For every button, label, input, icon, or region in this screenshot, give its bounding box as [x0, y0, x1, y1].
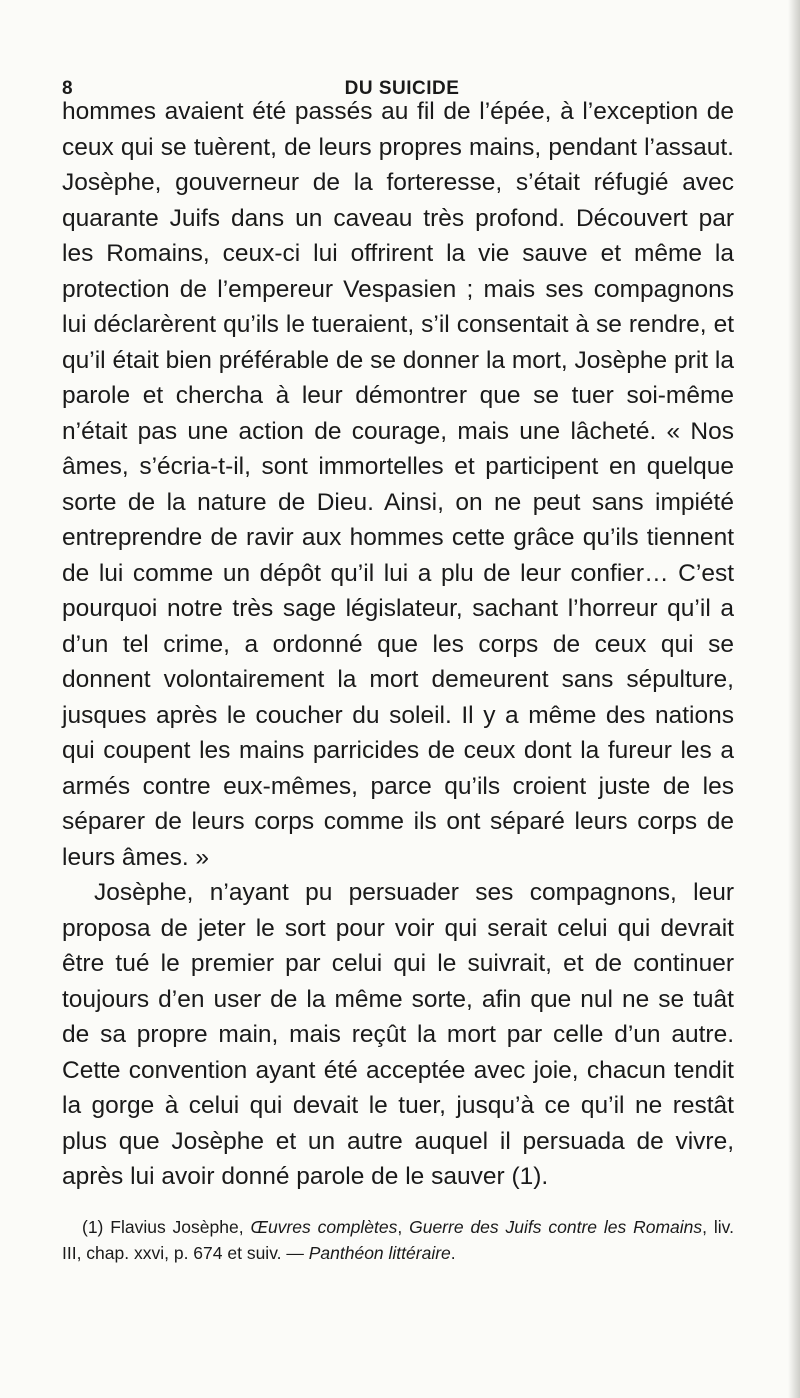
footnote-author: Flavius Josèphe,	[110, 1217, 251, 1237]
page-number: 8	[62, 78, 74, 99]
footnote-reference: , liv. III, chap. xxvi, p. 674 et suiv. —	[62, 1217, 734, 1263]
footnote	[62, 1214, 734, 1266]
paragraph-1: hommes avaient été passés au fil de l’épée, à l’exception de ceux qui se tuèrent, de leurs propres mains, pendant l’assaut. Josèphe, gouverneur de la forteresse, s’était réfugié avec quarante Juifs dans un caveau très profond. Découvert par les Romains, ceux-ci lui offrirent la vie sauve et même la protection de l’empereur Vespasien ; mais ses compagnons lui déclarèrent qu’ils le tueraient, s’il consentait à se rendre, et qu’il était bien préférable de se donner la mort, Josèphe prit la parole et chercha à leur démontrer que se tuer soi-même n’était pas une action de courage, mais une lâcheté. « Nos âmes, s’écria-t-il, sont immortelles et participent en quelque sorte de la nature de Dieu. Ainsi, on ne peut sans impiété entreprendre de ravir aux hommes cette grâce qu’ils tiennent de lui comme un dépôt qu’il lui a plu de leur confier… C’est pourquoi notre très sage législateur, sachant l’horreur qu’il a d’un tel crime, a ordonné que les corps de ceux qui se donnent volontairement la mort demeurent sans sépulture, jusques après le coucher du soleil. Il y a même des nations qui coupent les mains parricides de ceux dont la fureur les a armés contre eux-mêmes, parce qu’ils croient juste de les séparer de leurs corps comme ils ont séparé leurs corps de leurs âmes. »	[62, 98, 734, 871]
footnote-edition: Panthéon littéraire	[308, 1243, 451, 1263]
footnote-section: Guerre des Juifs contre les Romains	[409, 1217, 703, 1237]
paragraph-2: Josèphe, n’ayant pu persuader ses compagnons, leur proposa de jeter le sort pour voir qui serait celui qui devrait être tué le premier par celui qui le suivrait, et de continuer toujours d’en user de la même sorte, afin que nul ne se tuât de sa propre main, mais reçût la mort par celle d’un autre. Cette convention ayant été acceptée avec joie, chacun tendit la gorge à celui qui devait le tuer, jusqu’à ce qu’il ne restât plus que Josèphe et un autre auquel il persuada de vivre, après lui avoir donné parole de le sauver (1).	[62, 879, 734, 1190]
footnote-work: Œuvres complètes	[250, 1217, 398, 1237]
footnote-marker: (1)	[82, 1217, 111, 1237]
footnote-end: .	[450, 1243, 456, 1263]
page-edge-shadow	[788, 0, 800, 1398]
footnote-separator: ,	[397, 1217, 410, 1237]
main-text	[62, 94, 734, 1195]
running-title: DU SUICIDE	[344, 78, 460, 99]
footnote-text	[62, 1214, 734, 1266]
